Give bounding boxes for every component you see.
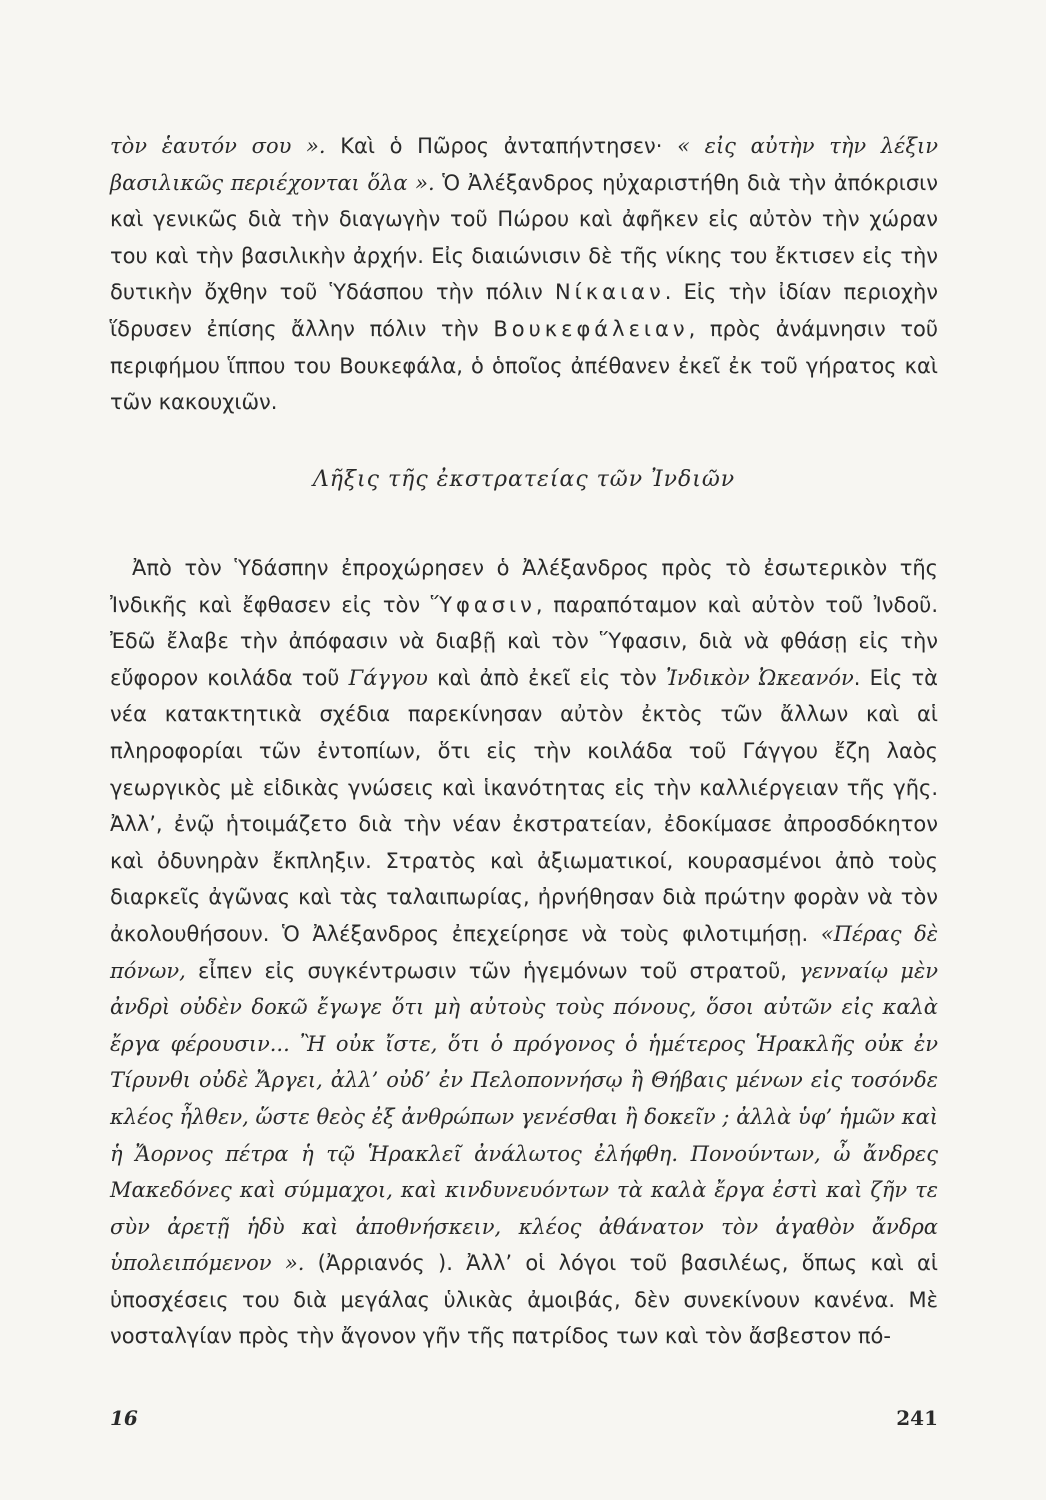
text-run: Ὁ Ἀλέξανδρος ηὐχαριστήθη διὰ τὴν ἀπόκρισιν καὶ γενικῶς διὰ τὴν διαγωγὴν τοῦ Πώρου καὶ ἀφῆκεν εἰς αὐτὸν τὴν χώραν του καὶ τὴν βασιλικὴν ἀρχήν. Εἰς διαιώνισιν δὲ τῆς νίκης του ἔκτισεν εἰς τὴν δυτικὴν ὄχθην τοῦ Ὑδάσπου τὴν πόλιν (110, 170, 938, 305)
paragraph-text (110, 128, 938, 421)
alexander-speech: γενναίῳ μὲν ἀνδρὶ οὐδὲν δοκῶ ἔγωγε ὅτι μὴ αὐτοὺς τοὺς πόνους, ὅσοι αὐτῶν εἰς καλὰ ἔργα φέρουσιν... Ἢ οὐκ ἴστε, ὅτι ὁ πρόγονος ὁ ἡμέτερος Ἡρακλῆς οὐκ ἐν Τίρυνθι οὐδὲ Ἄργει, ἀλλ’ οὐδ’ ἐν Πελοποννήσῳ ἢ Θήβαις μένων εἰς τοσόνδε κλέος ἦλθεν, ὥστε θεὸς ἐξ ἀνθρώπων γενέσθαι ἢ δοκεῖν ; ἀλλὰ ὑφ’ ἡμῶν καὶ ἡ Ἄορνος πέτρα ἡ τῷ Ἡρακλεῖ ἀνάλωτος ἐλήφθη. Πονούντων, ὦ ἄνδρες Μακεδόνες καὶ σύμμαχοι, καὶ κινδυνευόντων τὰ καλὰ ἔργα ἐστὶ καὶ ζῆν τε σὺν ἀρετῇ ἡδὺ καὶ ἀποθνήσκειν, κλέος ἀθάνατον τὸν ἀγαθὸν ἄνδρα ὑπολειπόμενον ». (110, 958, 938, 1276)
indian-ocean: Ἰνδικὸν Ὠκεανόν (665, 665, 854, 690)
text-run: , παραπόταμον καὶ αὐτὸν τοῦ Ἰνδοῦ. Ἐδῶ ἔλαβε τὴν ἀπόφασιν νὰ διαβῇ καὶ τὸν Ὕφασιν, διὰ νὰ φθάσῃ εἰς τὴν εὔφορον κοιλάδα τοῦ (110, 592, 939, 690)
text-run: . Εἰς τὴν ἰδίαν περιοχὴν ἵδρυσεν ἐπίσης ἄλλην πόλιν τὴν (110, 280, 938, 341)
signature-mark: 16 (110, 1406, 138, 1430)
text-run: (Ἀρριανός ). Ἀλλ’ οἱ λόγοι τοῦ βασιλέως, ὅπως καὶ αἱ ὑποσχέσεις του διὰ μεγάλας ὑλικὰς ἀμοιβάς, δὲν συνεκίνουν κανένα. Μὲ νοσταλγίαν πρὸς τὴν ἄγονον γῆν τῆς πατρίδος των καὶ τὸν ἄσβεστον πό- (110, 1251, 938, 1349)
page-footer (110, 1406, 938, 1446)
quote-end: τὸν ἑαυτόν σου ». (110, 134, 326, 158)
paragraph-end-of-campaign (110, 550, 938, 1355)
river-ganges: Γάγγου (348, 665, 428, 690)
speech-start: «Πέρας δὲ πόνων, (110, 921, 938, 983)
text-run: καὶ ἀπὸ ἐκεῖ εἰς τὸν (427, 665, 666, 690)
text-run: Καὶ ὁ Πῶρος ἀνταπήντησεν· (325, 134, 678, 158)
city-boukephaleia: Βουκεφάλειαν (493, 316, 689, 341)
section-heading: Λῆξις τῆς ἐκστρατείας τῶν Ἰνδιῶν (312, 467, 736, 492)
river-hyphasis: Ὕφασιν (430, 592, 536, 617)
page-number: 241 (896, 1406, 938, 1430)
paragraph-porus-and-cities (110, 128, 938, 421)
text-run: . Εἰς τὰ νέα κατακτητικὰ σχέδια παρεκίνησαν αὐτὸν ἐκτὸς τῶν ἄλλων καὶ αἱ πληροφορίαι τῶν ἐντοπίων, ὅτι εἰς τὴν κοιλάδα τοῦ Γάγγου ἔζη λαὸς γεωργικὸς μὲ εἰδικὰς γνώσεις καὶ ἱκανότητας εἰς τὴν καλλιέργειαν τῆς γῆς. Ἀλλ’, ἐνῷ ἡτοιμάζετο διὰ τὴν νέαν ἐκστρατείαν, ἐδοκίμασε ἀπροσδόκητον καὶ ὀδυνηρὰν ἔκπληξιν. Στρατὸς καὶ ἀξιωματικοί, κουρασμένοι ἀπὸ τοὺς διαρκεῖς ἀγῶνας καὶ τὰς ταλαιπωρίας, ἠρνήθησαν διὰ πρώτην φορὰν νὰ τὸν ἀκολουθήσουν. Ὁ Ἀλέξανδρος ἐπεχείρησε νὰ τοὺς φιλοτιμήσῃ. (110, 665, 939, 946)
city-nikaia: Νίκαιαν (554, 280, 665, 305)
text-run: εἶπεν εἰς συγκέντρωσιν τῶν ἡγεμόνων τοῦ στρατοῦ, (185, 958, 800, 983)
porus-quote: « εἰς αὐτὴν τὴν λέξιν βασιλικῶς περιέχονται ὅλα ». (110, 134, 938, 195)
text-run: , πρὸς ἀνάμνησιν τοῦ περιφήμου ἵππου του Βουκεφάλα, ὁ ὁποῖος ἀπέθανεν ἐκεῖ ἐκ τοῦ γήρατος καὶ τῶν κακουχιῶν. (110, 316, 938, 415)
paragraph-text (110, 550, 938, 1355)
text-run: Ἀπὸ τὸν Ὑδάσπην ἐπροχώρησεν ὁ Ἀλέξανδρος πρὸς τὸ ἐσωτερικὸν τῆς Ἰνδικῆς καὶ ἔφθασεν εἰς τὸν (110, 556, 938, 617)
